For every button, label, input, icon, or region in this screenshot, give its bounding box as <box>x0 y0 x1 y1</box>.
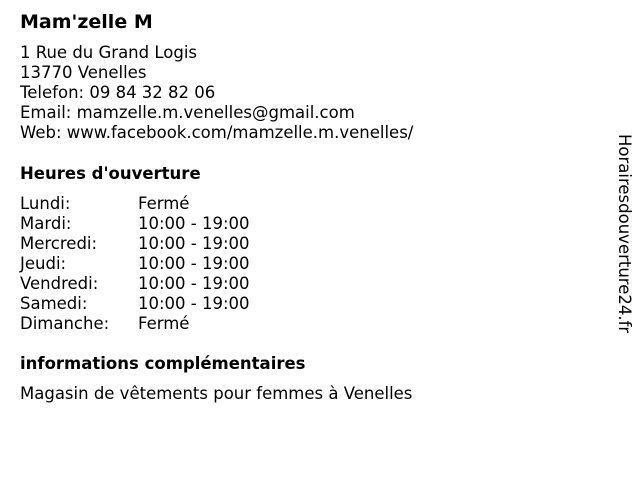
day-hours: Fermé <box>138 314 190 333</box>
address-city: 13770 Venelles <box>20 63 147 82</box>
day-label: Dimanche: <box>20 314 110 333</box>
hours-row-friday <box>20 274 250 294</box>
day-hours: 10:00 - 19:00 <box>138 294 250 313</box>
hours-row-tuesday <box>20 214 250 234</box>
email-address: Email: mamzelle.m.venelles@gmail.com <box>20 103 355 122</box>
day-label: Jeudi: <box>20 254 67 273</box>
website-url: Web: www.facebook.com/mamzelle.m.venelles/ <box>20 123 414 142</box>
hours-row-sunday <box>20 314 250 334</box>
contact-block <box>20 43 413 143</box>
hours-row-wednesday <box>20 234 250 254</box>
hours-row-saturday <box>20 294 250 314</box>
day-label: Lundi: <box>20 194 71 213</box>
business-name: Mam'zelle M <box>20 11 153 33</box>
additional-info-text: Magasin de vêtements pour femmes à Venelles <box>20 384 413 403</box>
site-brand-label: Horairesdouverture24.fr <box>615 134 634 334</box>
day-hours: 10:00 - 19:00 <box>138 274 250 293</box>
day-label: Vendredi: <box>20 274 99 293</box>
day-hours: 10:00 - 19:00 <box>138 214 250 233</box>
hours-row-thursday <box>20 254 250 274</box>
day-label: Mercredi: <box>20 234 98 253</box>
day-hours: 10:00 - 19:00 <box>138 254 250 273</box>
day-hours: Fermé <box>138 194 190 213</box>
day-hours: 10:00 - 19:00 <box>138 234 250 253</box>
additional-info-heading: informations complémentaires <box>20 354 306 373</box>
hours-row-monday <box>20 194 250 214</box>
phone-number: Telefon: 09 84 32 82 06 <box>20 83 216 102</box>
opening-hours-table <box>20 194 250 334</box>
day-label: Mardi: <box>20 214 72 233</box>
opening-hours-heading: Heures d'ouverture <box>20 164 201 183</box>
address-street: 1 Rue du Grand Logis <box>20 43 198 62</box>
day-label: Samedi: <box>20 294 88 313</box>
